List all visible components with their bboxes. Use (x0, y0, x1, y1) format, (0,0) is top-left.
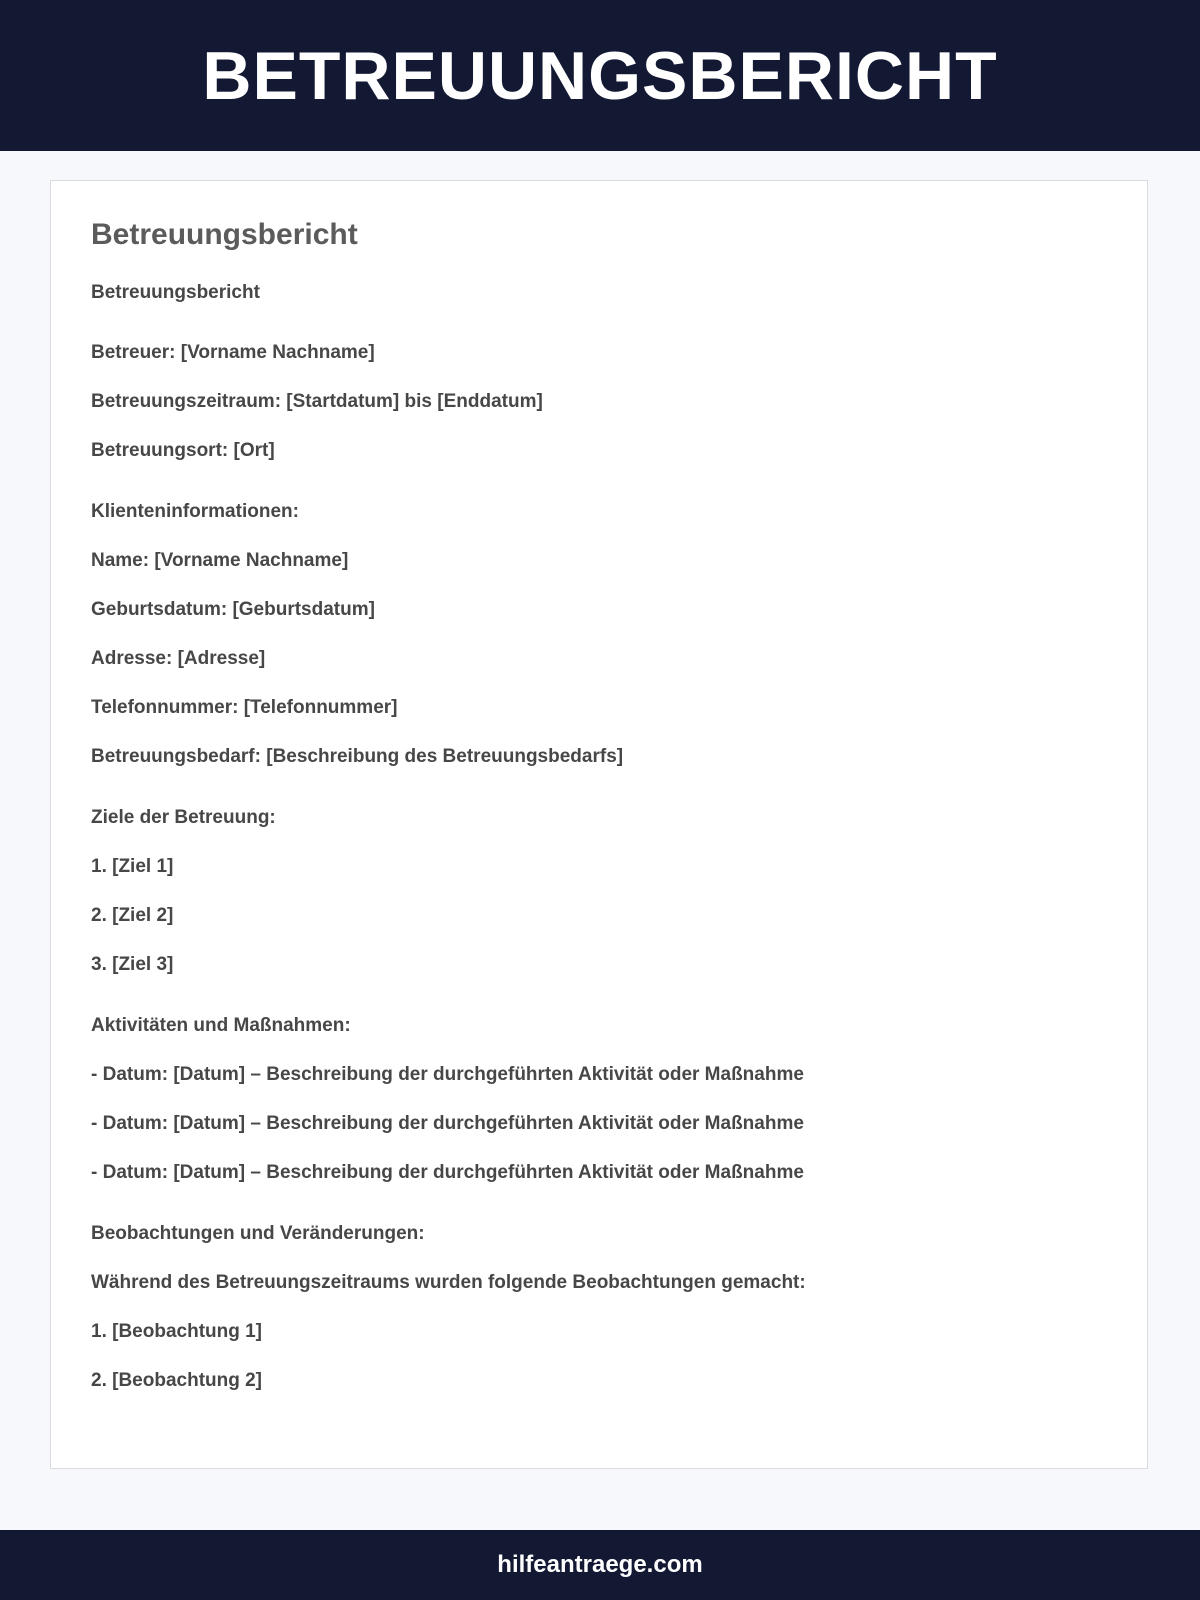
goal-item: 1. [Ziel 1] (91, 856, 174, 877)
goal-item: 3. [Ziel 3] (91, 954, 174, 975)
client-address-line: Adresse: [Adresse] (91, 648, 266, 669)
header-title: BETREUUNGSBERICHT (202, 37, 998, 114)
caregiver-line: Betreuer: [Vorname Nachname] (91, 342, 375, 363)
document-subtitle: Betreuungsbericht (91, 282, 260, 303)
observations-intro: Während des Betreuungszeitraums wurden folgende Beobachtungen gemacht: (91, 1272, 806, 1293)
goal-item: 2. [Ziel 2] (91, 905, 174, 926)
activities-heading: Aktivitäten und Maßnahmen: (91, 1015, 351, 1036)
footer-site: hilfeantraege.com (497, 1551, 703, 1578)
activity-item: - Datum: [Datum] – Beschreibung der durchgeführten Aktivität oder Maßnahme (91, 1162, 804, 1183)
client-info-heading: Klienteninformationen: (91, 501, 299, 522)
activity-item: - Datum: [Datum] – Beschreibung der durchgeführten Aktivität oder Maßnahme (91, 1064, 804, 1085)
document-title: Betreuungsbericht (91, 218, 358, 251)
care-need-line: Betreuungsbedarf: [Beschreibung des Betreuungsbedarfs] (91, 746, 624, 767)
care-period-line: Betreuungszeitraum: [Startdatum] bis [Enddatum] (91, 391, 543, 412)
goals-heading: Ziele der Betreuung: (91, 807, 276, 828)
observation-item: 2. [Beobachtung 2] (91, 1370, 263, 1391)
client-phone-line: Telefonnummer: [Telefonnummer] (91, 697, 398, 718)
document-card (50, 180, 1148, 1469)
observation-item: 1. [Beobachtung 1] (91, 1321, 263, 1342)
client-name-line: Name: [Vorname Nachname] (91, 550, 349, 571)
observations-heading: Beobachtungen und Veränderungen: (91, 1223, 425, 1244)
activity-item: - Datum: [Datum] – Beschreibung der durchgeführten Aktivität oder Maßnahme (91, 1113, 804, 1134)
header-banner (0, 0, 1200, 151)
care-location-line: Betreuungsort: [Ort] (91, 440, 275, 461)
footer-bar (0, 1530, 1200, 1600)
client-birthdate-line: Geburtsdatum: [Geburtsdatum] (91, 599, 375, 620)
